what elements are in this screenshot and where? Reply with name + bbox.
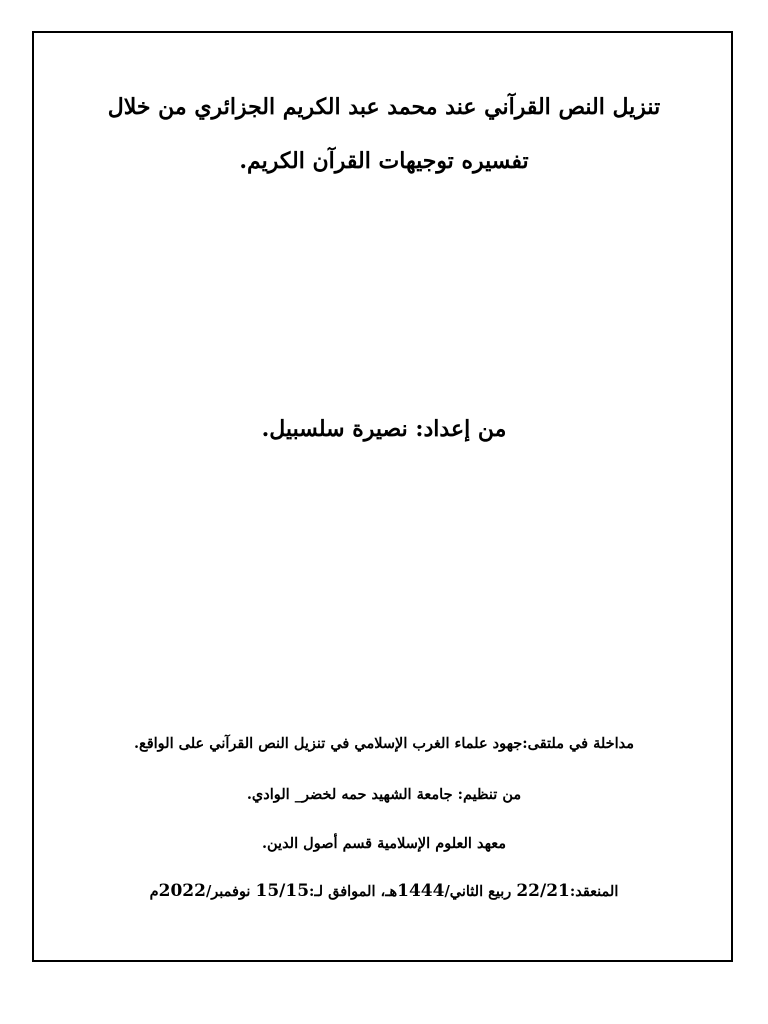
date-label: المنعقد:: [569, 883, 619, 900]
author-line: من إعداد: نصيرة سلسبيل.: [261, 416, 507, 442]
conference-line: مداخلة في ملتقى:جهود علماء الغرب الإسلامي في تنزيل النص القرآني على الواقع.: [133, 735, 635, 752]
document-title-line-2: تفسيره توجيهات القرآن الكريم.: [239, 148, 529, 174]
hijri-days: 22/21: [516, 881, 570, 901]
hijri-month: ربيع الثاني/: [444, 883, 517, 900]
gregorian-year: 2022: [158, 881, 206, 901]
hijri-suffix: هـ، الموافق لـ:: [309, 883, 398, 900]
date-line: [0, 881, 768, 901]
hijri-year: 1444: [397, 881, 445, 901]
document-title-line-1: تنزيل النص القرآني عند محمد عبد الكريم الجزائري من خلال: [107, 94, 661, 120]
gregorian-suffix: م: [149, 883, 159, 900]
organizer-line: من تنظيم: جامعة الشهيد حمه لخضر_ الوادي.: [246, 786, 522, 803]
gregorian-month: نوفمبر/: [205, 883, 256, 900]
gregorian-days: 15/15: [255, 881, 310, 901]
institute-line: معهد العلوم الإسلامية قسم أصول الدين.: [261, 835, 507, 852]
